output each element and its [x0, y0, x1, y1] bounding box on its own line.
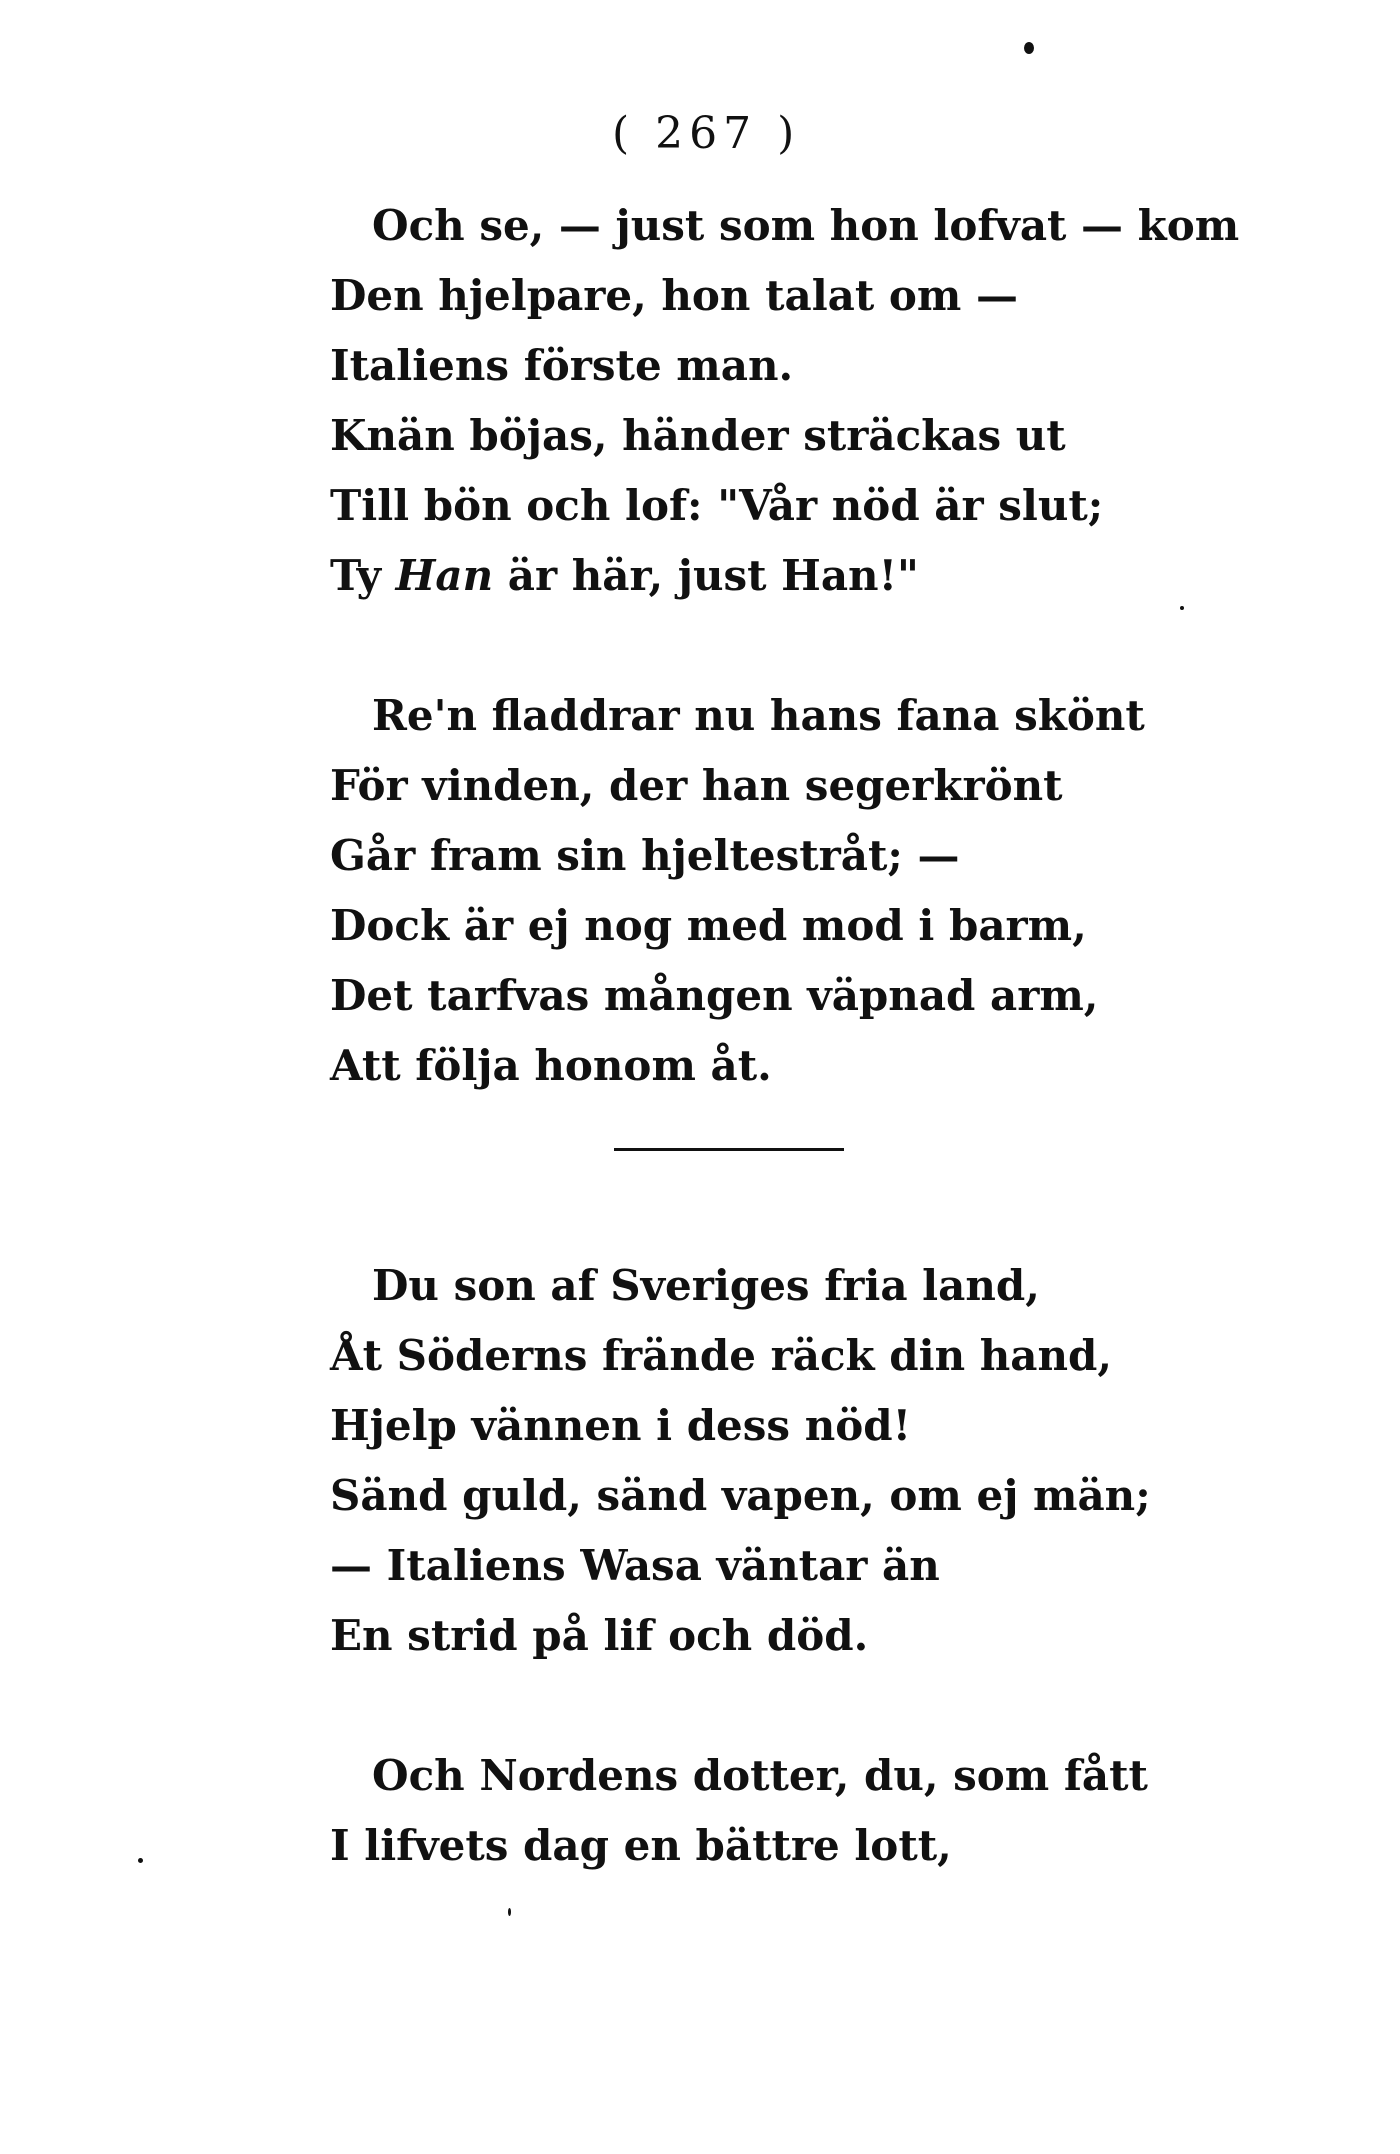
verse-line: Sänd guld, sänd vapen, om ej män;	[330, 1471, 1151, 1520]
verse-text-suffix: är här, just Han!"	[493, 551, 919, 600]
verse-text-prefix: Ty	[330, 551, 396, 600]
verse-line: Italiens förste man.	[330, 341, 794, 390]
verse-line: Den hjelpare, hon talat om —	[330, 271, 1018, 320]
verse-line: Att följa honom åt.	[330, 1041, 772, 1090]
verse-line: I lifvets dag en bättre lott,	[330, 1821, 952, 1870]
verse-line: Och Nordens dotter, du, som fått	[372, 1751, 1148, 1800]
verse-line: Du son af Sveriges fria land,	[372, 1261, 1040, 1310]
print-speck	[138, 1858, 143, 1863]
verse-line: För vinden, der han segerkrönt	[330, 761, 1063, 810]
verse-line: Går fram sin hjeltestråt; —	[330, 831, 960, 880]
verse-line: Dock är ej nog med mod i barm,	[330, 901, 1087, 950]
page-number: ( 267 )	[612, 108, 801, 159]
verse-line: En strid på lif och död.	[330, 1611, 869, 1660]
verse-line: Till bön och lof: "Vår nöd är slut;	[330, 481, 1104, 530]
italic-emphasis: Han	[395, 551, 494, 600]
verse-line: — Italiens Wasa väntar än	[330, 1541, 940, 1590]
print-speck	[1180, 606, 1184, 610]
verse-line: Åt Söderns frände räck din hand,	[330, 1331, 1113, 1380]
print-speck	[508, 1908, 511, 1916]
print-speck	[1024, 42, 1034, 54]
section-divider	[614, 1148, 844, 1151]
verse-line	[330, 551, 919, 600]
verse-line: Och se, — just som hon lofvat — kom	[372, 201, 1240, 250]
verse-line: Hjelp vännen i dess nöd!	[330, 1401, 912, 1450]
verse-line: Re'n fladdrar nu hans fana skönt	[372, 691, 1145, 740]
verse-line: Det tarfvas mången väpnad arm,	[330, 971, 1099, 1020]
verse-line: Knän böjas, händer sträckas ut	[330, 411, 1066, 460]
